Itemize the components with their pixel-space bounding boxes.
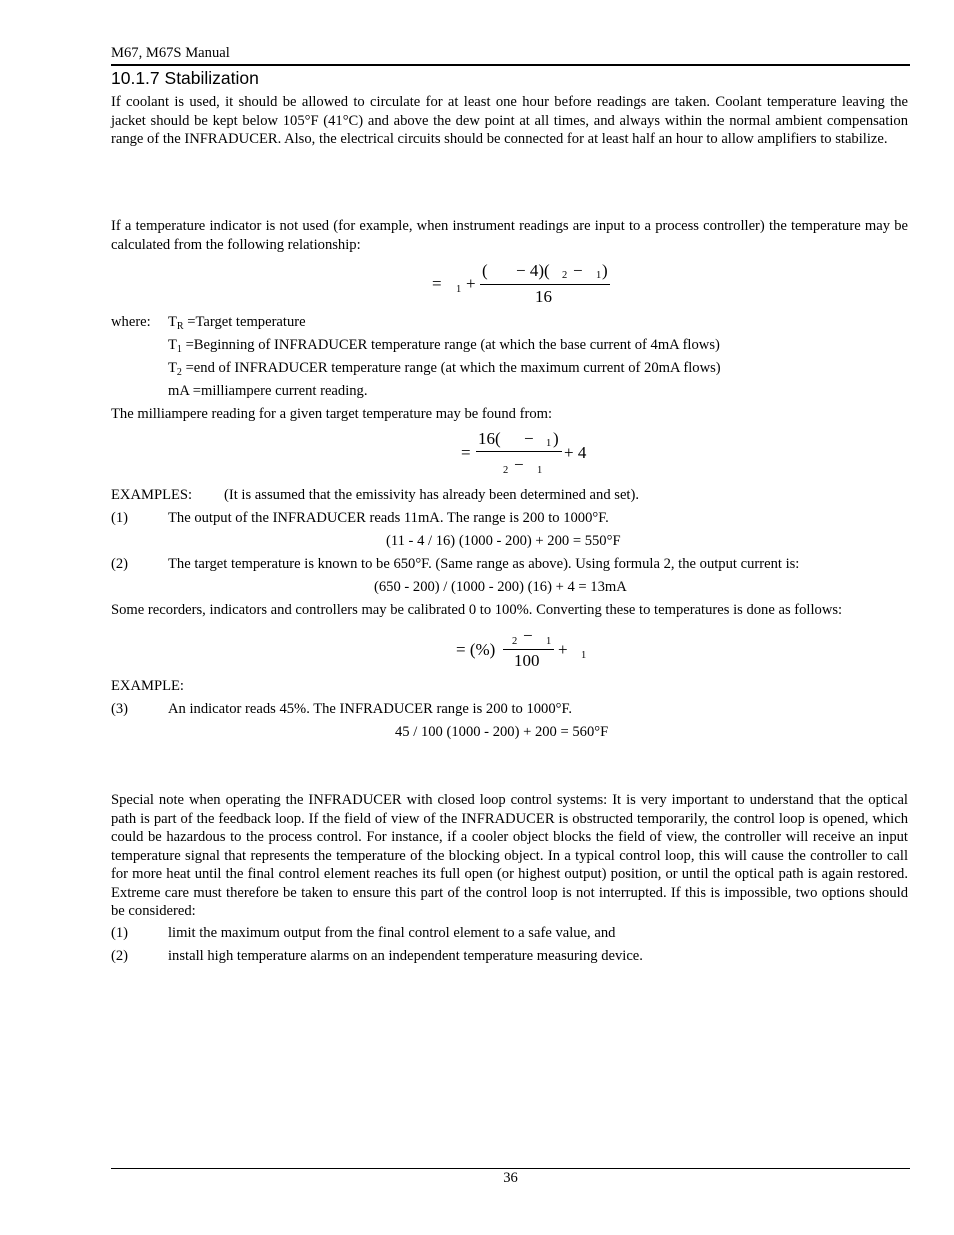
paragraph-closed-loop-note: Special note when operating the INFRADUCER with closed loop control systems: It is very important to understand that the optical path is part of the feedback loop. If the field of view of the INFRADUCER is obstructed temporarily, the control loop is opened, which could be hazardous to the process control. For instance, if a cooler object blocks the field of view, the controller will receive an input temperature signal that represents the temperature of the blocking object. In a typical control loop, this will cause the controller to call for more heat until the final control element reaches its full open (or highest output) position, or until the optical path is again restored. Extreme care must therefore be taken to ensure this part of the control loop is not interrupted. If this is impossible, two options should be considered: xyxy=(111,792,908,919)
eq2-plus4: + 4 xyxy=(564,443,587,462)
eq2-den-minus: − xyxy=(514,455,524,474)
example3-text: An indicator reads 45%. The INFRADUCER range is 200 to 1000°F. xyxy=(168,701,573,717)
eq1-equals: = xyxy=(432,274,442,293)
eq1-num-close: ) xyxy=(602,261,608,280)
eq2-num-close: ) xyxy=(553,429,559,448)
eq2-num-minus: − xyxy=(524,429,534,448)
option1-number: (1) xyxy=(111,925,129,941)
example1-calculation: (11 - 4 / 16) (1000 - 200) + 200 = 550°F xyxy=(386,533,621,549)
paragraph-temperature-indicator: If a temperature indicator is not used (for example, when instrument readings are input to a process controller) the temperature may be calculated from the following relationship: xyxy=(111,218,908,253)
eq1-num-minus: − xyxy=(573,261,583,280)
eq3-num-minus: − xyxy=(523,626,533,645)
option2-number: (2) xyxy=(111,948,129,964)
section-title: 10.1.7 Stabilization xyxy=(111,68,259,88)
examples-note: (It is assumed that the emissivity has already been determined and set). xyxy=(224,487,639,503)
paragraph-milliampere: The milliampere reading for a given target temperature may be found from: xyxy=(111,406,553,422)
example2-calculation: (650 - 200) / (1000 - 200) (16) + 4 = 13mA xyxy=(374,579,627,595)
option2-text: install high temperature alarms on an independent temperature measuring device. xyxy=(168,948,643,964)
tr-definition: =Target temperature xyxy=(183,314,306,330)
definition-milliampere: mA =milliampere current reading. xyxy=(168,383,368,399)
header-rule xyxy=(111,64,910,66)
paragraph-percent-calibration: Some recorders, indicators and controllers may be calibrated 0 to 100%. Converting these to temperatures is done as follows: xyxy=(111,602,843,618)
eq1-denominator: 16 xyxy=(535,287,552,306)
eq2-fraction-bar xyxy=(476,451,562,452)
example1-number: (1) xyxy=(111,510,129,526)
eq2-num-open: 16( xyxy=(478,429,501,448)
example1-text: The output of the INFRADUCER reads 11mA. The range is 200 to 1000°F. xyxy=(168,510,609,526)
eq3-lhs: = (%) xyxy=(456,640,496,659)
examples-label: EXAMPLES: xyxy=(111,487,193,503)
eq3-plus: + xyxy=(558,640,568,659)
t2-definition: =end of INFRADUCER temperature range (at which the maximum current of 20mA flows) xyxy=(181,360,721,376)
t1-symbol: T xyxy=(168,337,177,353)
t1-definition: =Beginning of INFRADUCER temperature range (at which the base current of 4mA flows) xyxy=(181,337,720,353)
eq3-num-sub2: 2 xyxy=(512,636,518,647)
t2-subscript: 2 xyxy=(176,367,182,378)
eq3-fraction-bar xyxy=(503,649,554,650)
paragraph-coolant: If coolant is used, it should be allowed to circulate for at least one hour before readings are taken. Coolant temperature leaving the jacket should be kept below 105°F (41°C) and above the dew point at all times, and always within the normal ambient compensation range of the INFRADUCER. Also, the electrical circuits should be connected for at least half an hour to allow amplifiers to stabilize. xyxy=(111,94,908,147)
definition-t2 xyxy=(168,359,721,379)
example2-number: (2) xyxy=(111,556,129,572)
eq3-num-sub1: 1 xyxy=(546,636,552,647)
eq2-den-sub1: 1 xyxy=(537,465,543,476)
running-header: M67, M67S Manual xyxy=(111,45,230,61)
definition-target-temperature xyxy=(168,313,306,333)
eq1-fraction-bar xyxy=(480,284,610,285)
example3-calculation: 45 / 100 (1000 - 200) + 200 = 560°F xyxy=(395,724,609,740)
tr-subscript: R xyxy=(176,321,184,332)
eq1-num-minus4: − 4)( xyxy=(516,261,550,280)
tr-symbol: T xyxy=(168,314,177,330)
footer-rule xyxy=(111,1168,910,1169)
t2-symbol: T xyxy=(168,360,177,376)
eq1-plus: + xyxy=(466,274,476,293)
example-label: EXAMPLE: xyxy=(111,678,184,694)
eq2-equals: = xyxy=(461,443,471,462)
eq2-den-sub2: 2 xyxy=(503,465,509,476)
example3-number: (3) xyxy=(111,701,129,717)
eq1-sub1: 1 xyxy=(456,284,462,295)
eq1-num-open: ( xyxy=(482,261,488,280)
option1-text: limit the maximum output from the final control element to a safe value, and xyxy=(168,925,616,941)
example2-text: The target temperature is known to be 650°F. (Same range as above). Using formula 2, the output current is: xyxy=(168,556,800,572)
page-number: 36 xyxy=(503,1170,518,1186)
eq1-num-sub1: 1 xyxy=(596,270,602,281)
definition-t1 xyxy=(168,336,720,356)
where-label: where: xyxy=(111,314,151,330)
eq1-num-sub2: 2 xyxy=(562,270,568,281)
t1-subscript: 1 xyxy=(176,344,182,355)
eq2-num-sub1: 1 xyxy=(546,438,552,449)
eq3-denominator: 100 xyxy=(514,651,540,670)
eq3-sub1: 1 xyxy=(581,650,587,661)
